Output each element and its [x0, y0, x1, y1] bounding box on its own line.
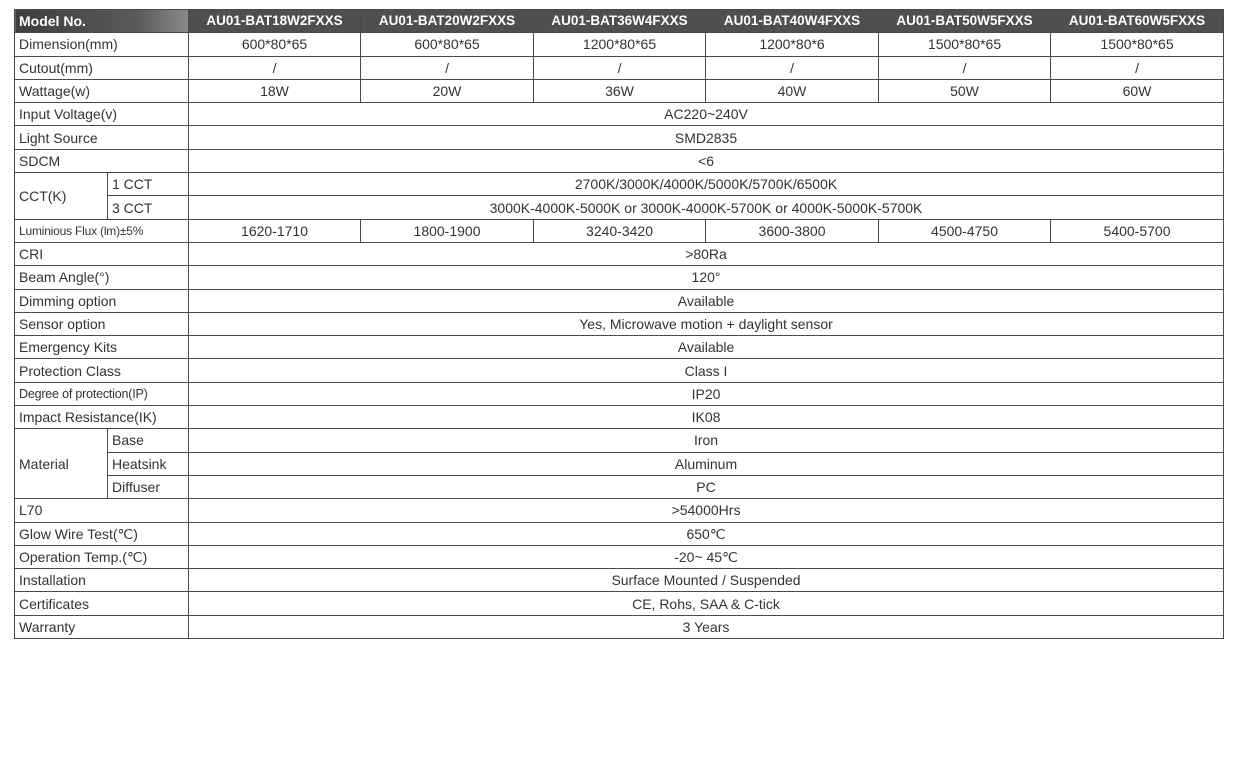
- row-value: 18W: [189, 79, 361, 102]
- flux-row: [15, 219, 1224, 242]
- material-row-heatsink: [15, 452, 1224, 475]
- row-value: 2700K/3000K/4000K/5000K/5700K/6500K: [189, 173, 1224, 196]
- row-label: Sensor option: [15, 312, 189, 335]
- row-label: Material: [15, 429, 108, 499]
- row-value: 1800-1900: [361, 219, 534, 242]
- cri-row: [15, 242, 1224, 265]
- row-value: <6: [189, 149, 1224, 172]
- row-value: AC220~240V: [189, 103, 1224, 126]
- row-value: Iron: [189, 429, 1224, 452]
- warranty-row: [15, 615, 1224, 638]
- row-label: L70: [15, 499, 189, 522]
- row-value: 1500*80*65: [1051, 33, 1224, 56]
- cutout-row: [15, 56, 1224, 79]
- row-value: 50W: [879, 79, 1051, 102]
- material-row-base: [15, 429, 1224, 452]
- row-value: Yes, Microwave motion + daylight sensor: [189, 312, 1224, 335]
- sensor-row: [15, 312, 1224, 335]
- row-value: /: [534, 56, 706, 79]
- cct-row-3: [15, 196, 1224, 219]
- row-label: Warranty: [15, 615, 189, 638]
- row-value: IP20: [189, 382, 1224, 405]
- row-label: Dimension(mm): [15, 33, 189, 56]
- row-value: CE, Rohs, SAA & C-tick: [189, 592, 1224, 615]
- row-value: 120°: [189, 266, 1224, 289]
- row-label: Operation Temp.(℃): [15, 545, 189, 568]
- row-value: /: [706, 56, 879, 79]
- sub-label: Base: [108, 429, 189, 452]
- row-value: Surface Mounted / Suspended: [189, 569, 1224, 592]
- operation-temp-row: [15, 545, 1224, 568]
- protection-class-row: [15, 359, 1224, 382]
- row-value: 36W: [534, 79, 706, 102]
- row-value: 20W: [361, 79, 534, 102]
- beam-angle-row: [15, 266, 1224, 289]
- row-label: Degree of protection(IP): [15, 382, 189, 405]
- row-label: Input Voltage(v): [15, 103, 189, 126]
- row-label: Certificates: [15, 592, 189, 615]
- row-label: Cutout(mm): [15, 56, 189, 79]
- row-label: Impact Resistance(IK): [15, 406, 189, 429]
- sdcm-row: [15, 149, 1224, 172]
- row-value: PC: [189, 475, 1224, 498]
- row-value: 5400-5700: [1051, 219, 1224, 242]
- row-value: /: [361, 56, 534, 79]
- model-header: AU01-BAT60W5FXXS: [1051, 10, 1224, 33]
- row-value: 1200*80*65: [534, 33, 706, 56]
- row-value: /: [879, 56, 1051, 79]
- row-value: IK08: [189, 406, 1224, 429]
- row-value: 1500*80*65: [879, 33, 1051, 56]
- dimension-row: [15, 33, 1224, 56]
- row-label: Protection Class: [15, 359, 189, 382]
- row-label: Glow Wire Test(℃): [15, 522, 189, 545]
- l70-row: [15, 499, 1224, 522]
- cct-row-1: [15, 173, 1224, 196]
- row-value: 650℃: [189, 522, 1224, 545]
- ik-row: [15, 406, 1224, 429]
- row-value: /: [1051, 56, 1224, 79]
- input-voltage-row: [15, 103, 1224, 126]
- row-label: SDCM: [15, 149, 189, 172]
- row-label: Dimming option: [15, 289, 189, 312]
- row-value: 4500-4750: [879, 219, 1051, 242]
- row-value: 3600-3800: [706, 219, 879, 242]
- header-row: [15, 10, 1224, 33]
- row-value: 40W: [706, 79, 879, 102]
- model-header: AU01-BAT18W2FXXS: [189, 10, 361, 33]
- row-value: Available: [189, 289, 1224, 312]
- light-source-row: [15, 126, 1224, 149]
- row-value: 60W: [1051, 79, 1224, 102]
- model-header: AU01-BAT50W5FXXS: [879, 10, 1051, 33]
- sub-label: 3 CCT: [108, 196, 189, 219]
- wattage-row: [15, 79, 1224, 102]
- row-value: Aluminum: [189, 452, 1224, 475]
- dimming-row: [15, 289, 1224, 312]
- row-label: Emergency Kits: [15, 336, 189, 359]
- sub-label: Heatsink: [108, 452, 189, 475]
- row-value: 3240-3420: [534, 219, 706, 242]
- row-value: /: [189, 56, 361, 79]
- row-label: Wattage(w): [15, 79, 189, 102]
- emergency-row: [15, 336, 1224, 359]
- model-header: AU01-BAT40W4FXXS: [706, 10, 879, 33]
- row-value: 3000K-4000K-5000K or 3000K-4000K-5700K or 4000K-5000K-5700K: [189, 196, 1224, 219]
- certificates-row: [15, 592, 1224, 615]
- material-row-diffuser: [15, 475, 1224, 498]
- row-label: CRI: [15, 242, 189, 265]
- row-label: Installation: [15, 569, 189, 592]
- row-value: 600*80*65: [189, 33, 361, 56]
- sub-label: 1 CCT: [108, 173, 189, 196]
- row-value: SMD2835: [189, 126, 1224, 149]
- row-value: 3 Years: [189, 615, 1224, 638]
- glow-wire-row: [15, 522, 1224, 545]
- row-value: -20~ 45℃: [189, 545, 1224, 568]
- row-value: 1620-1710: [189, 219, 361, 242]
- model-header: AU01-BAT20W2FXXS: [361, 10, 534, 33]
- sub-label: Diffuser: [108, 475, 189, 498]
- row-value: 600*80*65: [361, 33, 534, 56]
- spec-table: [14, 9, 1224, 639]
- row-value: Class I: [189, 359, 1224, 382]
- row-label: Beam Angle(°): [15, 266, 189, 289]
- row-label: CCT(K): [15, 173, 108, 220]
- row-value: >54000Hrs: [189, 499, 1224, 522]
- row-value: >80Ra: [189, 242, 1224, 265]
- model-no-label: Model No.: [15, 10, 189, 33]
- row-label: Luminious Flux (lm)±5%: [15, 219, 189, 242]
- model-header: AU01-BAT36W4FXXS: [534, 10, 706, 33]
- row-label: Light Source: [15, 126, 189, 149]
- installation-row: [15, 569, 1224, 592]
- row-value: 1200*80*6: [706, 33, 879, 56]
- ip-row: [15, 382, 1224, 405]
- row-value: Available: [189, 336, 1224, 359]
